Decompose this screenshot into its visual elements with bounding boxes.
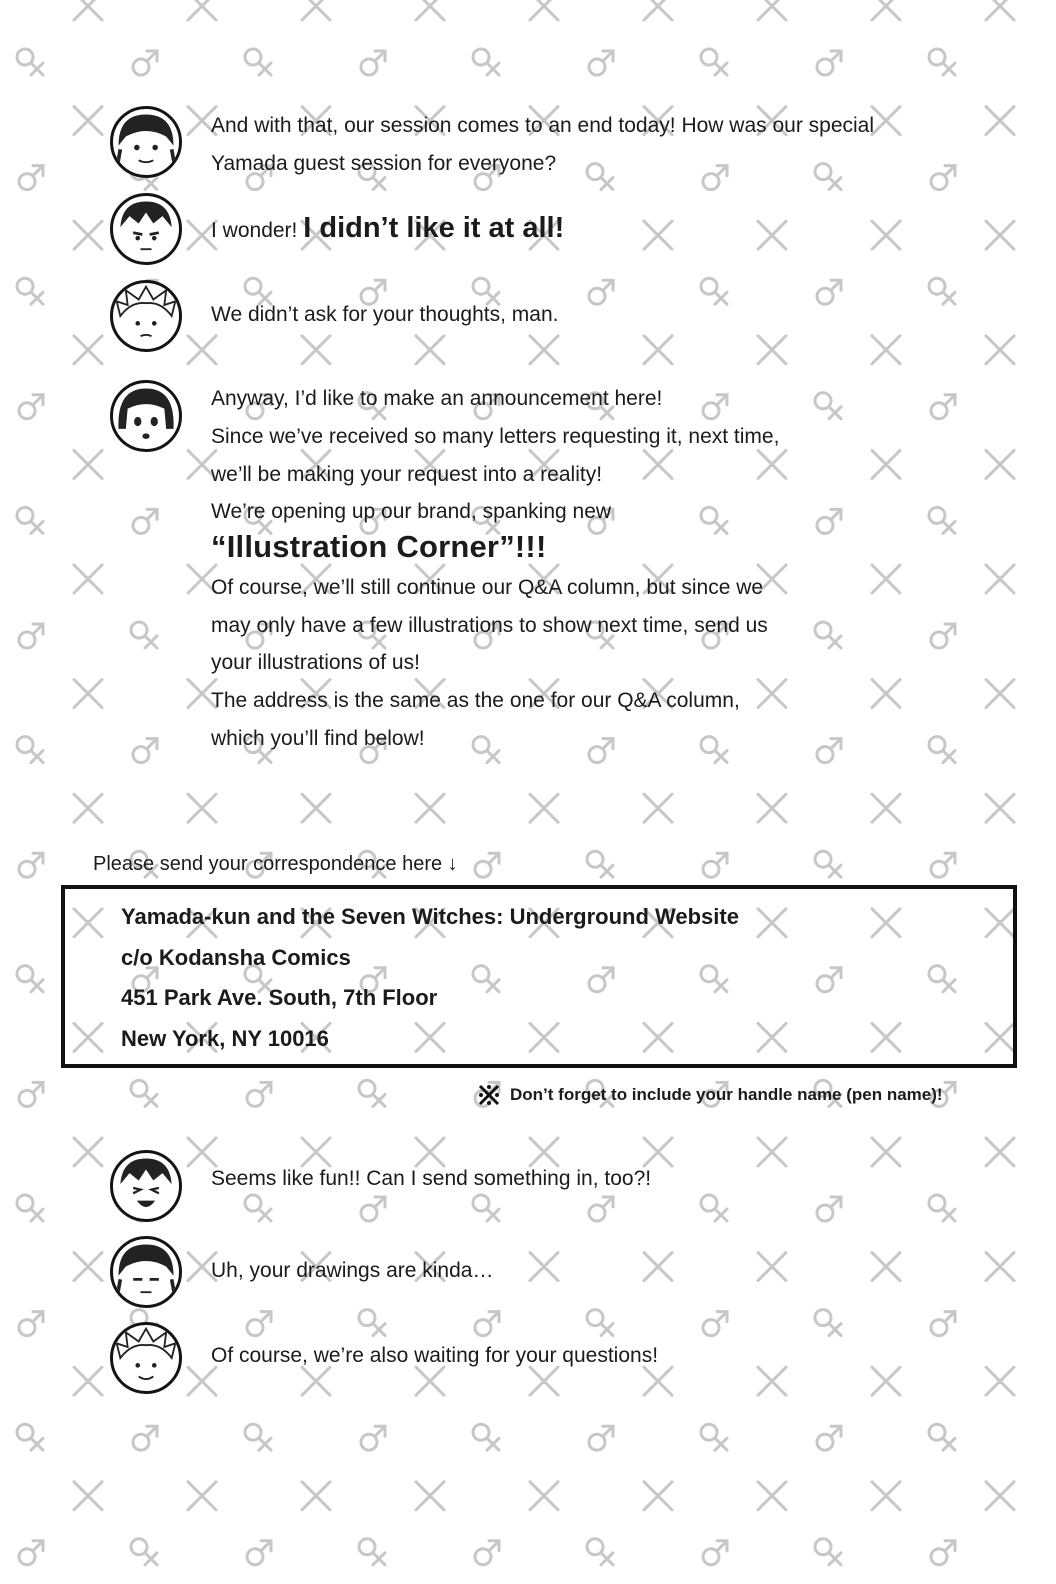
announcement-after-1: Of course, we’ll still continue our Q&A column, but since we [211, 576, 764, 599]
pen-name-note [476, 1082, 943, 1108]
reply-yamada-small: I wonder! [211, 219, 298, 242]
closing-line-1: Seems like fun!! Can I send something in, too?! [211, 1167, 652, 1190]
address-prompt: Please send your correspondence here ↓ [93, 853, 458, 875]
reply-yamada [211, 210, 564, 249]
announcement-after-2: may only have a few illustrations to show next time, send us [211, 614, 768, 637]
avatar-host-girl-2 [110, 1236, 182, 1308]
reply-yamada-big: I didn’t like it at all! [303, 212, 565, 244]
pen-name-note-text: Don’t forget to include your handle name (pen name)! [510, 1085, 943, 1104]
avatar-yamada [110, 193, 182, 265]
address-line-4: New York, NY 10016 [121, 1026, 329, 1051]
reply-spiky-boy: We didn’t ask for your thoughts, man. [211, 303, 559, 326]
announcement-line-2: Since we’ve received so many letters requesting it, next time, [211, 425, 780, 448]
announcement-after-4: The address is the same as the one for our Q&A column, [211, 689, 740, 712]
address-line-1: Yamada-kun and the Seven Witches: Underground Website [121, 904, 739, 929]
closing-line-2: Uh, your drawings are kinda… [211, 1259, 494, 1282]
intro-line-1: And with that, our session comes to an end today! How was our special [211, 114, 875, 137]
illustration-corner-title: “Illustration Corner”!!! [211, 529, 547, 564]
avatar-announcer-girl [110, 380, 182, 452]
address-line-2: c/o Kodansha Comics [121, 945, 351, 970]
announcement-line-3: we’ll be making your request into a reality! [211, 463, 603, 486]
address-box [61, 885, 1017, 1068]
address-line-3: 451 Park Ave. South, 7th Floor [121, 985, 438, 1010]
announcement-after-3: your illustrations of us! [211, 651, 420, 674]
avatar-spiky-boy [110, 280, 182, 352]
intro-line-2: Yamada guest session for everyone? [211, 152, 557, 175]
reference-mark-icon [476, 1082, 502, 1108]
avatar-host-girl [110, 106, 182, 178]
avatar-spiky-boy-2 [110, 1322, 182, 1394]
announcement-line-1: Anyway, I’d like to make an announcement here! [211, 387, 663, 410]
closing-line-3: Of course, we’re also waiting for your questions! [211, 1344, 659, 1367]
avatar-yamada-excited [110, 1150, 182, 1222]
announcement-line-4: We’re opening up our brand, spanking new [211, 500, 612, 523]
announcement-after-5: which you’ll find below! [211, 727, 425, 750]
